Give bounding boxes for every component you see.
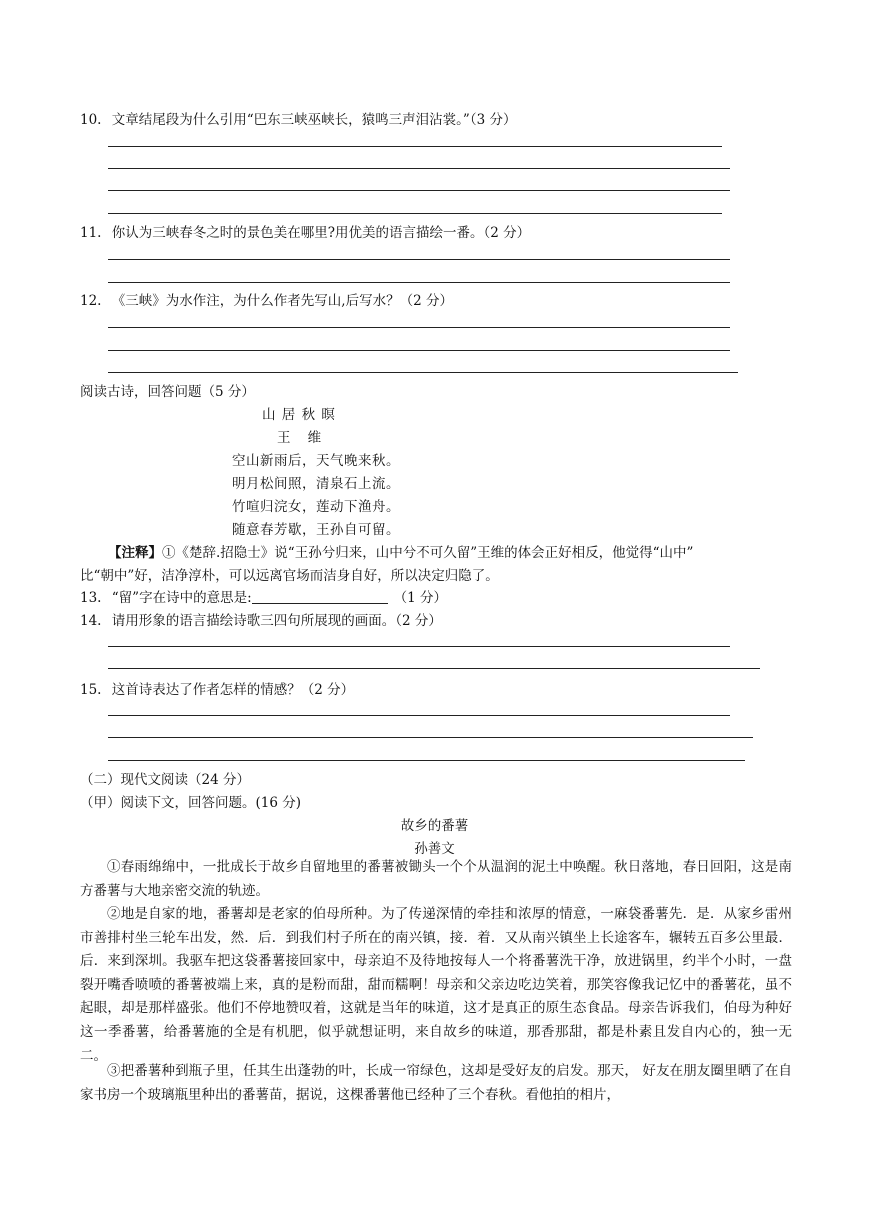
poem-line: 明月松间照，清泉石上流。 <box>232 476 400 492</box>
answer-line <box>108 715 730 716</box>
answer-line <box>108 646 730 647</box>
poem-note-continued: 比“朝中”好，洁净淳朴，可以远离官场而洁身自好，所以决定归隐了。 <box>80 568 499 584</box>
question-number: 14. <box>80 613 102 629</box>
poem-note <box>108 541 693 561</box>
answer-line <box>108 190 730 191</box>
answer-line <box>108 668 760 669</box>
answer-line <box>108 760 745 761</box>
answer-line <box>108 737 753 738</box>
question-12 <box>80 289 453 309</box>
question-15 <box>80 678 354 698</box>
question-number: 12. <box>80 293 102 309</box>
section-heading: （二）现代文阅读（24 分） <box>80 772 250 788</box>
answer-line <box>108 259 730 260</box>
poem-line: 随意春芳歇，王孙自可留。 <box>232 522 400 538</box>
question-text: 请用形象的语言描绘诗歌三四句所展现的画面。（2 分） <box>111 613 442 629</box>
answer-line <box>108 213 722 214</box>
question-score: （1 分） <box>393 590 448 606</box>
article-paragraph-2: ②地是自家的地，番薯却是老家的伯母所种。为了传递深情的牵挂和浓厚的情意，一麻袋番薯先．是．从家乡雷州市善排村坐三轮车出发，然．后．到我们村子所在的南兴镇，接．着．又从南兴镇坐上长途客车，辗转五百多公里最．后．来到深圳。我驱车把这袋番薯接回家中，母亲迫不及待地按每人一个将番薯洗干净，放进锅里，约半个小时，一盘裂开嘴香喷喷的番薯被端上来，真的是粉而甜，甜而糯啊！母亲和父亲边吃边笑着，那笑容像我记忆中的番薯花，虽不起眼，却是那样盛张。他们不停地赞叹着，这就是当年的味道，这才是真正的原生态食品。母亲告诉我们，伯母为种好这一季番薯，给番薯施的全是有机肥，似乎就想证明，来自故乡的味道，那香那甜，都是朴素且发自内心的，独一无二。 <box>80 906 792 1064</box>
question-13 <box>80 586 447 606</box>
note-text: ①《楚辞.招隐士》说“王孙兮归来，山中兮不可久留”王维的体会正好相反，他觉得“山中” <box>162 545 694 561</box>
answer-line <box>108 146 722 147</box>
question-text: 《三峡》为水作注，为什么作者先写山,后写水？（2 分） <box>111 293 453 309</box>
answer-line <box>108 372 738 373</box>
question-text: 这首诗表达了作者怎样的情感？（2 分） <box>111 682 355 698</box>
question-number: 15. <box>80 682 102 698</box>
poem-section-intro: 阅读古诗，回答问题（5 分） <box>80 384 255 400</box>
poem-author: 王 维 <box>277 430 322 446</box>
answer-line <box>108 282 730 283</box>
question-11 <box>80 221 530 241</box>
answer-line <box>108 168 730 169</box>
fill-in-blank[interactable] <box>252 589 388 604</box>
poem-title: 山 居 秋 暝 <box>262 407 336 423</box>
answer-line <box>108 327 730 328</box>
answer-line <box>108 350 730 351</box>
question-number: 10. <box>80 112 102 128</box>
question-number: 13. <box>80 590 102 606</box>
question-text: 文章结尾段为什么引用“巴东三峡巫峡长，猿鸣三声泪沾裳。”（3 分） <box>111 112 517 128</box>
question-number: 11. <box>80 225 102 241</box>
article-paragraph-3: ③把番薯种到瓶子里，任其生出蓬勃的叶，长成一帘绿色，这却是受好友的启发。那天， 好友在朋友圈里晒了在自家书房一个玻璃瓶里种出的番薯苗，据说，这棵番薯他已经种了三个春秋。看他拍的相片， <box>80 1063 792 1103</box>
question-10 <box>80 108 516 128</box>
poem-line: 竹喧归浣女，莲动下渔舟。 <box>232 499 400 515</box>
question-text: 你认为三峡春冬之时的景色美在哪里?用优美的语言描绘一番。（2 分） <box>111 225 531 241</box>
question-14 <box>80 609 442 629</box>
subsection-heading: （甲）阅读下文，回答问题。(16 分) <box>80 795 302 811</box>
article-paragraph-1: ①春雨绵绵中，一批成长于故乡自留地里的番薯被锄头一个个从温润的泥土中唤醒。秋日落地，春日回阳，这是南方番薯与大地亲密交流的轨迹。 <box>80 859 792 899</box>
article-author: 孙善文 <box>414 841 455 857</box>
note-label: 【注释】 <box>108 545 162 561</box>
poem-line: 空山新雨后，天气晚来秋。 <box>232 453 400 469</box>
article-title: 故乡的番薯 <box>400 818 469 834</box>
question-text: “留”字在诗中的意思是: <box>111 590 252 606</box>
